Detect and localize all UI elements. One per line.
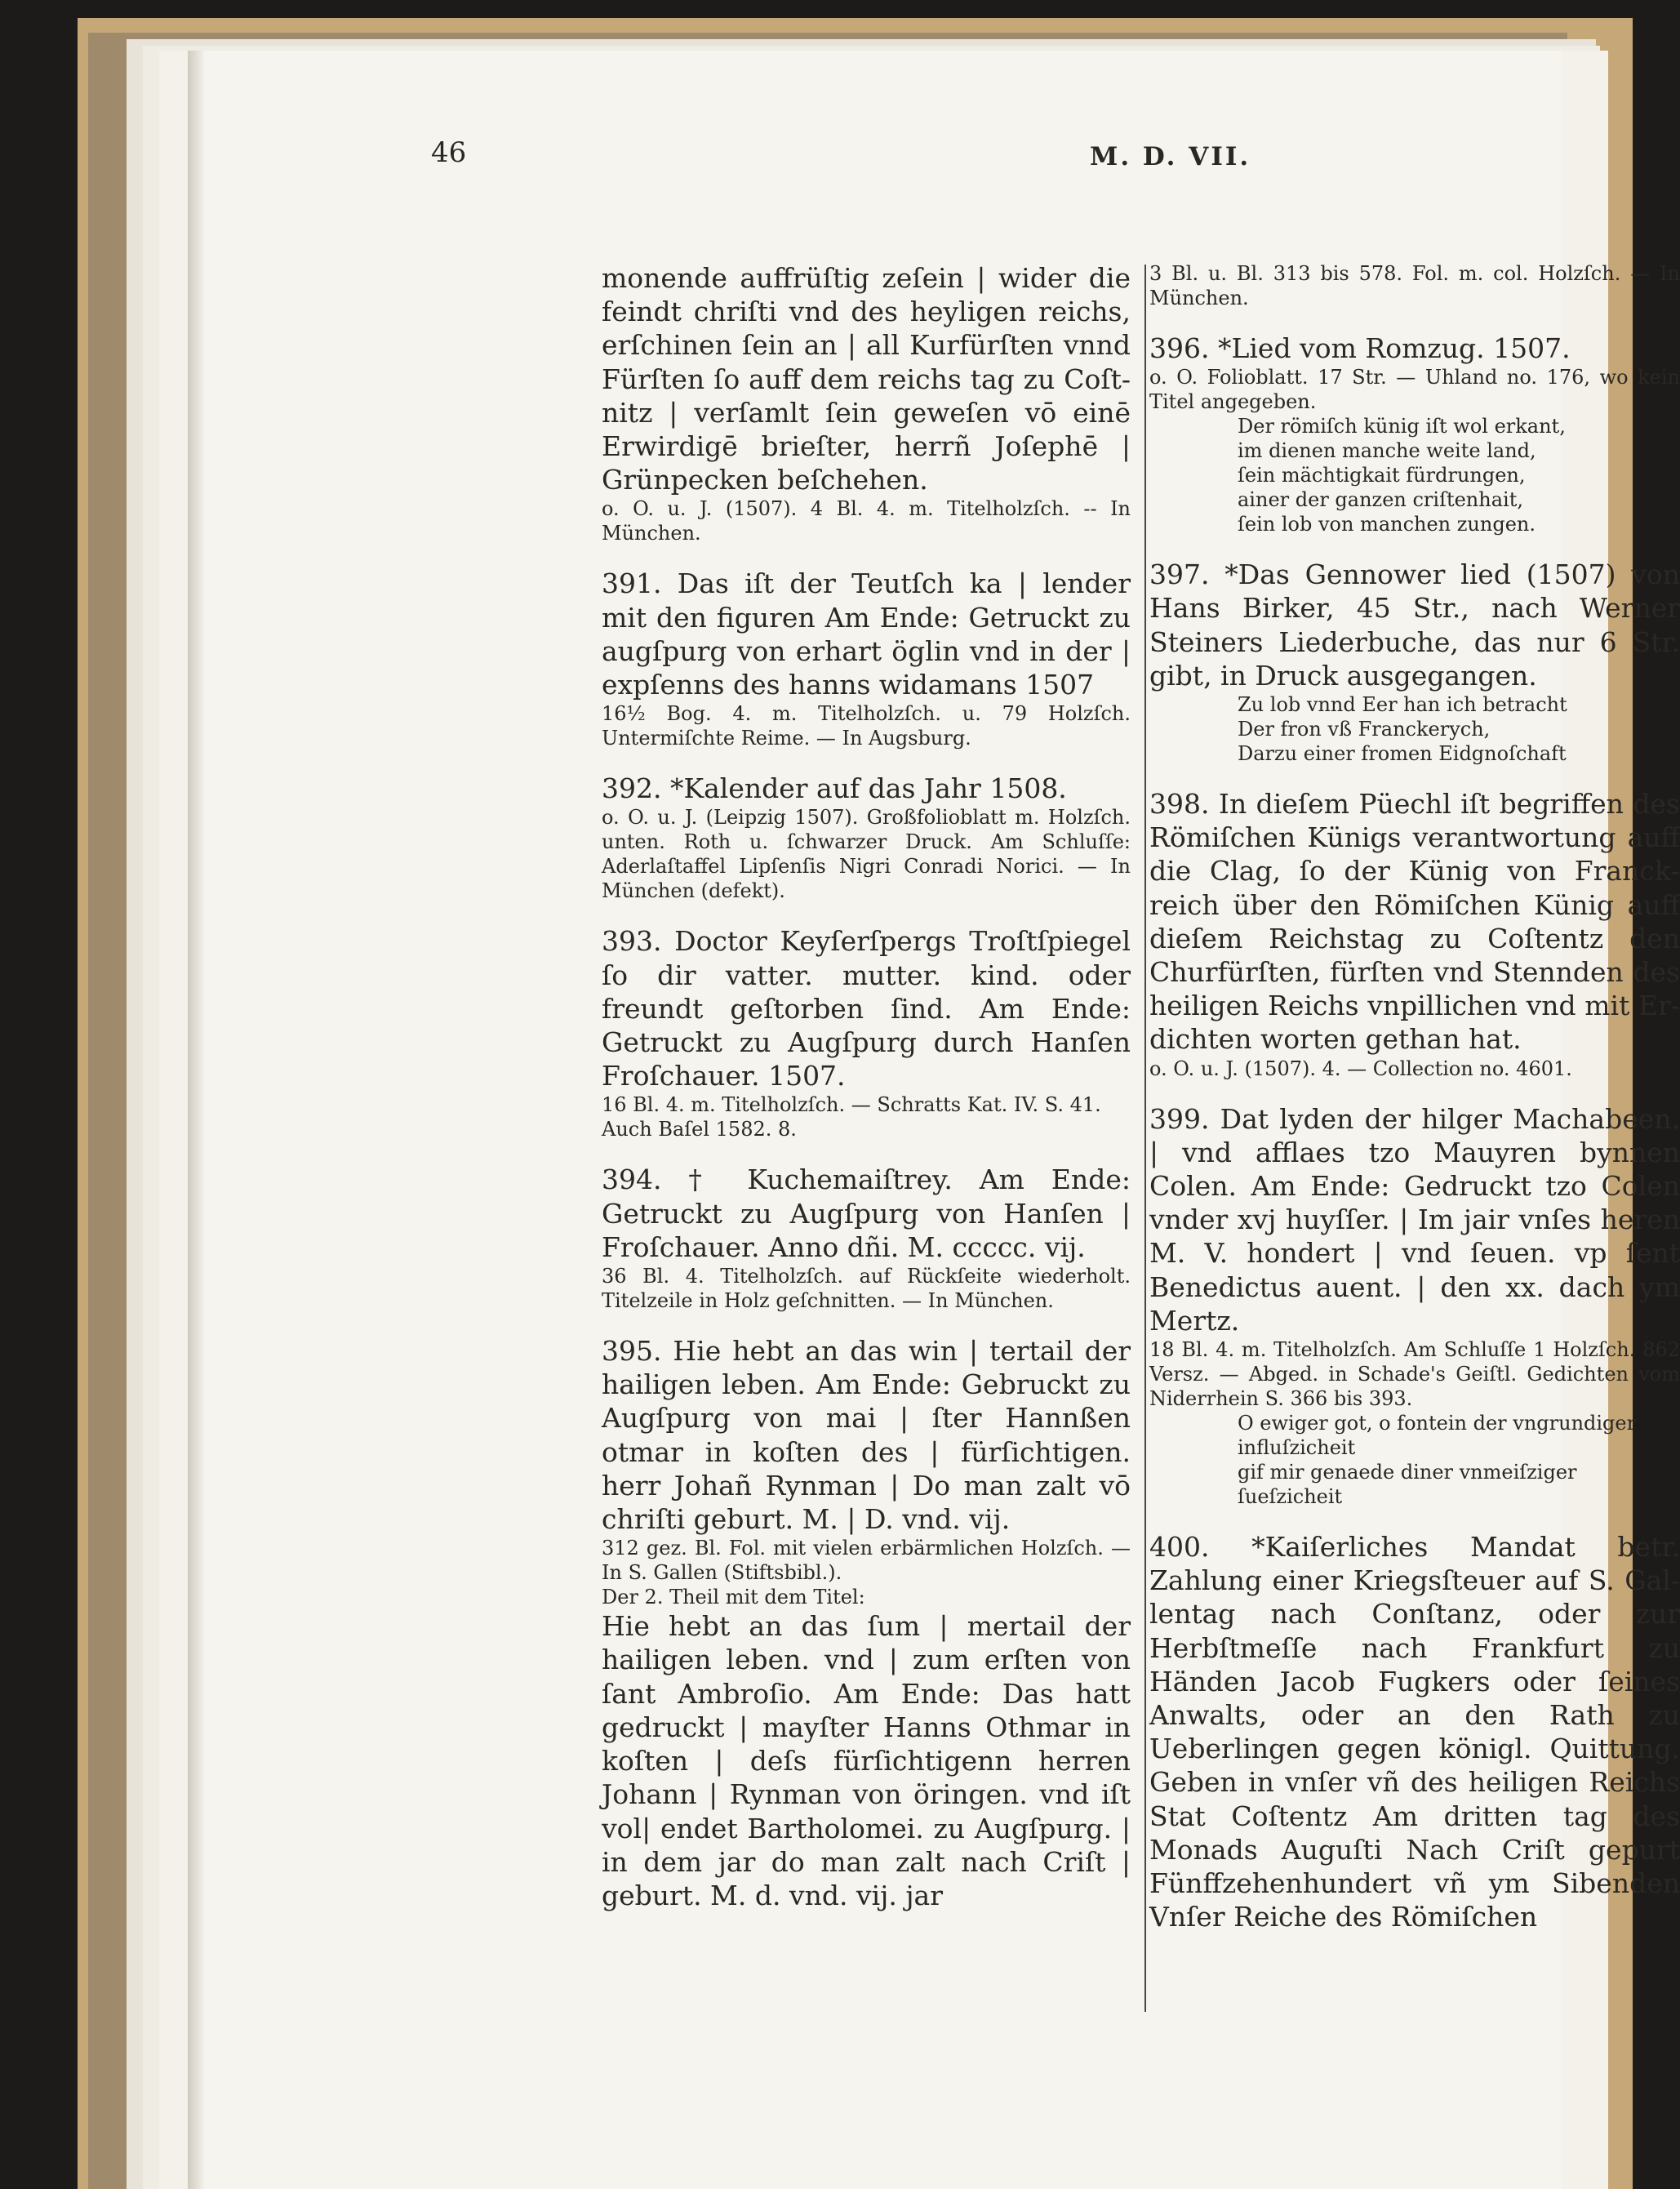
- verse-line: im dienen manche weite land,: [1238, 439, 1536, 463]
- entry-note: 18 Bl. 4. m. Titelholzſch. Am Schluſſe 1 Holzſch. 862 Versz. — Abged. in Schade's Geiſtl. Gedichten vom Niderrhein S. 366 bis 393.: [1149, 1338, 1680, 1411]
- entry-text: 392. *Kalender auf das Jahr 1508.: [602, 772, 1067, 805]
- entry-note: 16 Bl. 4. m. Titelholzſch. — Schratts Kat. IV. S. 41.: [602, 1093, 1101, 1117]
- verse-line: ſein mächtigkait fürdrungen,: [1238, 464, 1526, 487]
- paragraph-gap: [602, 903, 1131, 924]
- paragraph-gap: [1149, 310, 1680, 331]
- paragraph-gap: [1149, 766, 1680, 787]
- verse-line: Der fron vß Franckerych,: [1238, 718, 1491, 741]
- paragraph-gap: [1149, 1509, 1680, 1530]
- entry-note: Auch Baſel 1582. 8.: [602, 1118, 797, 1141]
- entry-note: 36 Bl. 4. Titelholzſch. auf Rückſeite wiederholt. Titelzeile in Holz geſchnitten. — In München.: [602, 1265, 1131, 1313]
- entry-text: monende auffrüſtig zeſein | wider die feindt chriſti vnd des heyligen reichs, erſchinen ſein an | all Kurfürſten vnnd Fürſten ſo auff dem reichs tag zu Coſtnitz | verſamlt ſein geweſen vō einē Erwirdigē brieſter, herrñ Joſephē | Grünpecken beſchehen.: [602, 262, 1131, 496]
- entry-note: 312 gez. Bl. Fol. mit vielen erbärmlichen Holzſch. — In S. Gallen (Stiftsbibl.).: [602, 1537, 1131, 1585]
- entry-text: 398. In dieſem Püechl iſt begriffen des Römiſchen Künigs verantwortung auff die Clag, ſo der Künig von Franckreich über den Römiſchen Künig auff dieſem Reichstag zu Coſtentz den Churfürſten, fürſten vnd Stennden des heiligen Reichs vnpillichen vnd mit Erdichten worten gethan hat.: [1149, 788, 1680, 1056]
- page-gutter-shadow: [188, 51, 204, 2189]
- entry-note: o. O. u. J. (1507). 4 Bl. 4. m. Titelholzſch. -- In München.: [602, 497, 1131, 545]
- entry-text: Hie hebt an das ſum | mertail der hailigen leben. vnd | zum erſten von ſant Ambroſio. Am Ende: Das hatt gedruckt | mayſter Hanns Othmar in koſten | deſs fürſichtigenn herren Johann | Rynman von öringen. vnd iſt vol| endet Bartholomei. zu Augſpurg. | in dem jar do man zalt nach Criſt | geburt. M. d. vnd. vij. jar: [602, 1610, 1131, 1911]
- entry-note: o. O. u. J. (Leipzig 1507). Großfolioblatt m. Holzſch. unten. Roth u. ſchwarzer Druck. Am Schluſſe: Aderlaſtaffel Lipſenſis Nigri Conradi Norici. — In München (defekt).: [602, 806, 1131, 903]
- verse-line: Der römiſch künig iſt wol erkant,: [1238, 415, 1566, 438]
- column-rule: [1144, 265, 1146, 2012]
- entry-note: o. O. u. J. (1507). 4. — Collection no. 4601.: [1149, 1057, 1572, 1080]
- entry-text: 391. Das iſt der Teutſch ka | lender mit den figuren Am Ende: Getruckt zu augſpurg von erhart öglin vnd in der | expſenns des hanns widamans 1507: [602, 567, 1131, 701]
- entry-text: 397. *Das Gennower lied (1507) von Hans Birker, 45 Str., nach Werner Steiners Liederbuche, das nur 6 Str. gibt, in Druck ausgegangen.: [1149, 558, 1680, 692]
- entry-note: o. O. Folioblatt. 17 Str. — Uhland no. 176, wo kein Titel angegeben.: [1149, 366, 1680, 414]
- entry-note: 3 Bl. u. Bl. 313 bis 578. Fol. m. col. Holzſch. — In München.: [1149, 262, 1680, 309]
- verse-line: O ewiger got, o fontein der vngrundiger influſzicheit: [1238, 1412, 1637, 1460]
- entry-text: 396. *Lied vom Romzug. 1507.: [1149, 332, 1571, 364]
- verse-line: ſein lob von manchen zungen.: [1238, 513, 1536, 536]
- paragraph-gap: [1149, 536, 1680, 558]
- paragraph-gap: [602, 1141, 1131, 1163]
- entry-text: 395. Hie hebt an das win | tertail der hailigen leben. Am Ende: Gebruckt zu Augſpurg von mai | ſter Hannßen otmar in koſten des | fürſichtigen. herr Johañ Rynman | Do man zalt vō chriſti geburt. M. | D. vnd. vij.: [602, 1335, 1131, 1536]
- entry-text: 399. Dat lyden der hilger Machabeen. | vnd afflaes tzo Mauyren bynnen Colen. Am Ende: Gedruckt tzo Colen vnder xvj huyſſer. | Im jair vnſes heren M. V. hondert | vnd ſeuen. vp ſent Benedictus auent. | den xx. dach ym Mertz.: [1149, 1102, 1680, 1337]
- book-page: [204, 51, 1680, 2189]
- entry-text: 394. † Kuchemaiſtrey. Am Ende: Getruckt zu Augſpurg von Hanſen | Froſchauer. Anno dñi. M. ccccc. vij.: [602, 1163, 1131, 1263]
- entry-note: 16½ Bog. 4. m. Titelholzſch. u. 79 Holzſch. Untermiſchte Reime. — In Augsburg.: [602, 702, 1131, 750]
- verse-line: Zu lob vnnd Eer han ich betracht: [1238, 693, 1567, 717]
- verse-line: Darzu einer fromen Eidgnoſchaft: [1238, 742, 1567, 766]
- page-number: 46: [431, 136, 467, 169]
- entry-note: Der 2. Theil mit dem Titel:: [602, 1586, 865, 1609]
- entry-text: 393. Doctor Keyſerſpergs Troſtſpiegel ſo dir vatter. mutter. kind. oder freundt geſtorben ſind. Am Ende: Getruckt zu Augſpurg durch Hanſen Froſchauer. 1507.: [602, 925, 1131, 1092]
- left-column: [602, 261, 1131, 1912]
- verse-line: ainer der ganzen criſtenhait,: [1238, 488, 1523, 512]
- entry-text: 400. *Kaiſerliches Mandat betr. Zahlung einer Kriegsſteuer auf S. Gallentag nach Conſtanz, oder zur Herbſtmeſſe nach Frankfurt zu Händen Jacob Fugkers oder ſeines Anwalts, oder an den Rath zu Ueberlingen gegen königl. Quittung. Geben in vnſer vñ des heiligen Reichs Stat Coſtentz Am dritten tag des Monads Auguſti Nach Criſt gepurt Fünffzehenhundert vñ ym Sibenden Vnſer Reiche des Römiſchen: [1149, 1531, 1680, 1933]
- running-head: M. D. VII.: [1090, 142, 1251, 171]
- verse-line: gif mir genaede diner vnmeiſziger ſueſzicheit: [1238, 1461, 1577, 1509]
- paragraph-gap: [602, 1313, 1131, 1334]
- paragraph-gap: [602, 545, 1131, 567]
- right-column: [1149, 261, 1680, 1934]
- paragraph-gap: [602, 750, 1131, 772]
- paragraph-gap: [1149, 1081, 1680, 1102]
